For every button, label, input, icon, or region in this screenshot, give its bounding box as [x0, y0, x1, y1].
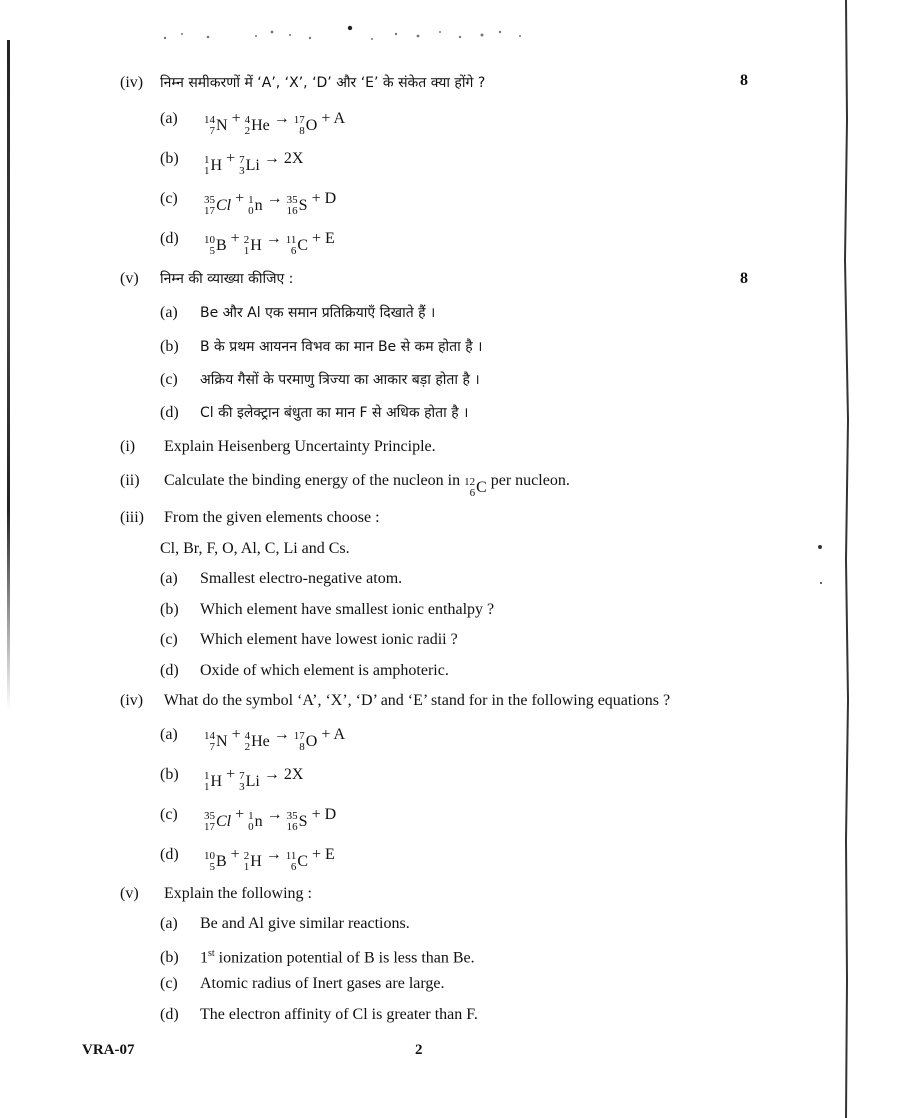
marks: 8: [740, 72, 748, 89]
nuclide: 7 3 Li: [239, 154, 260, 177]
product: + D: [311, 806, 337, 823]
question-number: (i): [120, 438, 136, 455]
nuclide: 1 0 n: [248, 194, 263, 217]
list-item: (a) Be and Al give similar reactions.: [160, 915, 410, 932]
nuclide: 17 8 O: [293, 114, 318, 137]
question-english-i: [120, 436, 436, 458]
product: + E: [312, 230, 335, 247]
question-number: (v): [120, 270, 139, 287]
operator: +: [231, 110, 241, 127]
operator: +: [230, 230, 240, 247]
question-number: (v): [120, 885, 139, 902]
equation-a: [160, 108, 345, 137]
product: 2X: [283, 766, 304, 783]
list-item: (b) Which element have smallest ionic enthalpy ?: [160, 601, 495, 618]
nuclide: 14 7 N: [204, 730, 228, 753]
arrow: →: [266, 190, 283, 207]
operator: +: [231, 726, 241, 743]
list-item: (d) Cl की इलेक्ट्रान बंधुता का मान F से अधिक होता है ।: [160, 404, 469, 421]
element-list: Cl, Br, F, O, Al, C, Li and Cs.: [160, 540, 350, 557]
operator: +: [230, 846, 240, 863]
arrow: →: [273, 110, 290, 127]
item-label: (a): [160, 110, 178, 127]
equation-c: [160, 804, 336, 833]
question-text: From the given elements choose :: [164, 509, 380, 526]
question-hindi-v: [120, 268, 293, 290]
question-number: (ii): [120, 472, 140, 489]
nuclide: 4 2 He: [244, 114, 270, 137]
product: 2X: [283, 150, 304, 167]
item-label: (a): [160, 726, 178, 743]
list-item: (d) The electron affinity of Cl is greater than F.: [160, 1006, 478, 1023]
list-item: (c) अक्रिय गैसों के परमाणु त्रिज्या का आकार बड़ा होता है ।: [160, 371, 480, 388]
question-number: (iv): [120, 74, 144, 91]
operator: +: [235, 190, 245, 207]
question-text: Explain the following :: [164, 885, 312, 902]
marks: 8: [740, 270, 748, 287]
bleed-through-marks: [160, 22, 540, 44]
question-english-iii: [120, 507, 380, 529]
nuclide: 35 16 S: [286, 810, 308, 833]
nuclide: 2 1 H: [243, 234, 262, 257]
arrow: →: [263, 766, 280, 783]
page-number: 2: [415, 1042, 423, 1058]
question-english-iv: [120, 690, 670, 712]
list-item: (c) Which element have lowest ionic radii ?: [160, 631, 458, 648]
item-label: (c): [160, 806, 178, 823]
nuclide: 11 6 C: [285, 234, 309, 257]
list-item: (a) Smallest electro-negative atom.: [160, 570, 403, 587]
list-item: (c) Atomic radius of Inert gases are large.: [160, 975, 445, 992]
nuclide: 7 3 Li: [239, 770, 260, 793]
product: + E: [312, 846, 335, 863]
question-text: निम्न समीकरणों में ‘A’, ‘X’, ‘D’ और ‘E’ के संकेत क्या होंगे ?: [160, 75, 486, 91]
item-label: (c): [160, 190, 178, 207]
arrow: →: [265, 230, 282, 247]
bleed-through-text: [160, 22, 540, 44]
arrow: →: [265, 846, 282, 863]
item-label: (b): [160, 766, 179, 783]
scan-edge-left: [7, 40, 10, 710]
equation-d: [160, 228, 335, 257]
equation-d: [160, 844, 335, 873]
equation-b: [160, 148, 303, 177]
product: + A: [321, 726, 346, 743]
list-item: (b) B के प्रथम आयनन विभव का मान Be से कम होता है ।: [160, 338, 483, 355]
arrow: →: [273, 726, 290, 743]
item-label: (d): [160, 230, 179, 247]
question-text: निम्न की व्याख्या कीजिए :: [160, 271, 294, 287]
nuclide: 1 1 H: [204, 154, 223, 177]
nuclide: 2 1 H: [243, 850, 262, 873]
question-hindi-iv: [120, 72, 485, 94]
list-item: (d) Oxide of which element is amphoteric.: [160, 662, 449, 679]
list-item: (a) Be और Al एक समान प्रतिक्रियाएँ दिखाते हैं ।: [160, 304, 436, 321]
product: + D: [311, 190, 337, 207]
question-english-v: [120, 883, 312, 905]
question-text: What do the symbol ‘A’, ‘X’, ‘D’ and ‘E’ stand for in the following equations ?: [163, 692, 671, 709]
nuclide: 11 6 C: [285, 850, 309, 873]
nuclide: 14 7 N: [204, 114, 228, 137]
question-english-ii: [120, 470, 570, 499]
nuclide: 1 1 H: [204, 770, 223, 793]
nuclide: 10 5 B: [204, 234, 227, 257]
item-label: (b): [160, 150, 179, 167]
scan-specks: [815, 543, 827, 593]
nuclide: 1 0 n: [248, 810, 263, 833]
product: + A: [321, 110, 346, 127]
list-item: (b) 1st ionization potential of B is less than Be.: [160, 948, 475, 967]
operator: +: [226, 150, 236, 167]
nuclide: 4 2 He: [244, 730, 270, 753]
equation-b: [160, 764, 303, 793]
arrow: →: [266, 806, 283, 823]
question-text: Explain Heisenberg Uncertainty Principle.: [164, 438, 436, 455]
scan-edge-right: [842, 0, 852, 1118]
equation-c: [160, 188, 336, 217]
nuclide: 10 5 B: [204, 850, 227, 873]
nuclide: 35 16 S: [286, 194, 308, 217]
arrow: →: [263, 150, 280, 167]
question-number: (iv): [120, 692, 144, 709]
nuclide: 35 17 Cl: [204, 810, 232, 833]
operator: +: [226, 766, 236, 783]
nuclide: 12 6 C: [464, 476, 487, 499]
question-text: per nucleon.: [490, 472, 570, 489]
item-label: (d): [160, 846, 179, 863]
question-number: (iii): [120, 509, 144, 526]
nuclide: 35 17 Cl: [204, 194, 232, 217]
question-text: Calculate the binding energy of the nucleon in: [164, 472, 461, 489]
nuclide: 17 8 O: [293, 730, 318, 753]
paper-code: VRA-07: [82, 1042, 135, 1058]
operator: +: [235, 806, 245, 823]
equation-a: [160, 724, 345, 753]
